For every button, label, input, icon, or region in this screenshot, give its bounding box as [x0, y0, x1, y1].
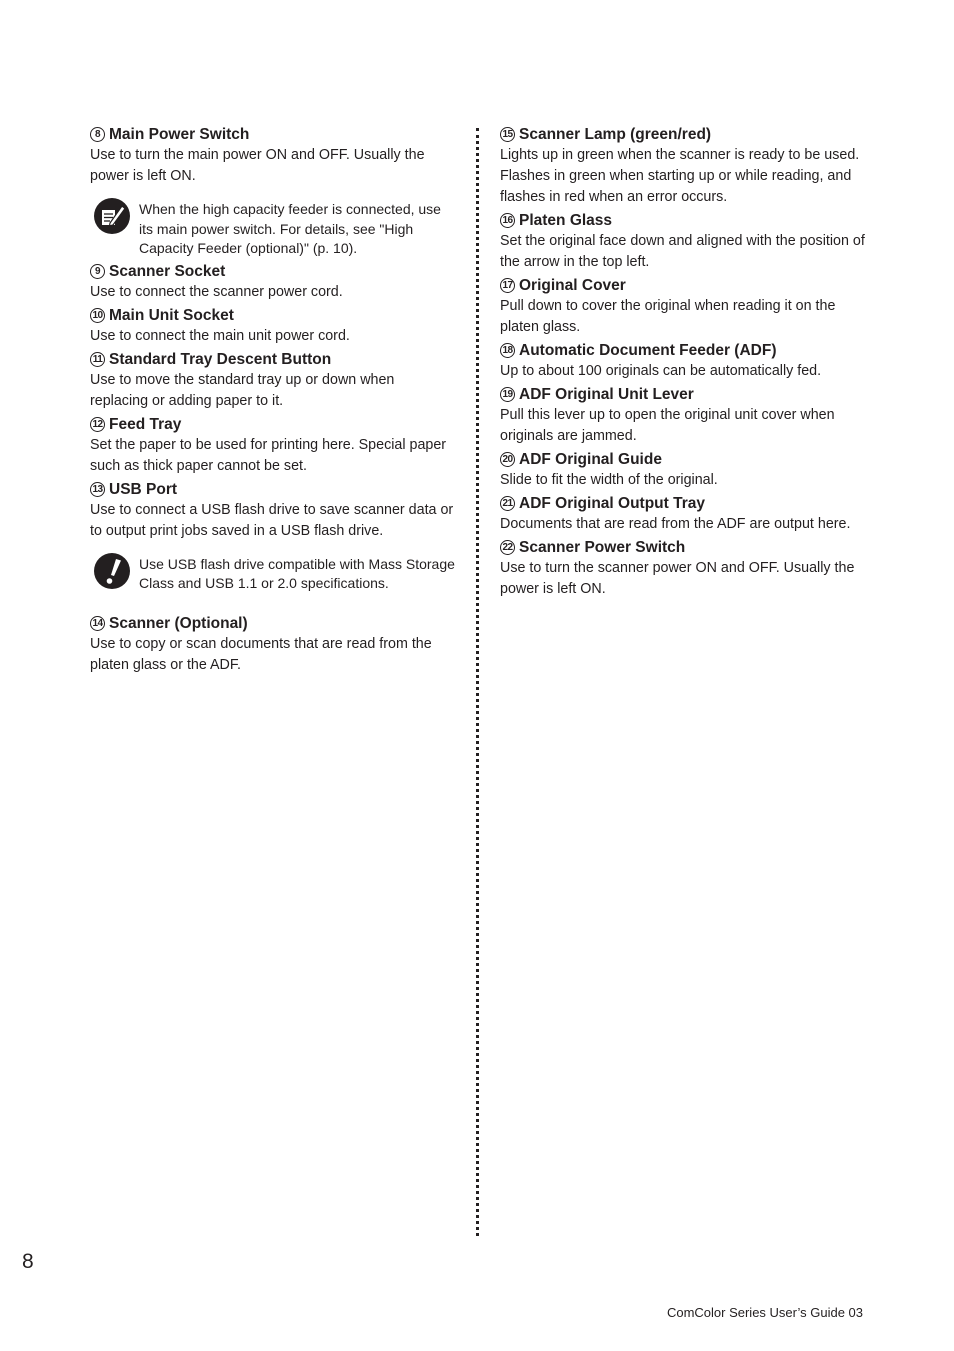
item-entry [500, 275, 865, 338]
item-title: Scanner (Optional) [109, 614, 248, 632]
item-title: Main Power Switch [109, 126, 250, 143]
item-description: Pull down to cover the original when reading it on the platen glass. [500, 298, 836, 335]
item-heading [500, 537, 865, 558]
item-number-badge: 9 [90, 264, 105, 279]
item-heading [500, 210, 865, 231]
item-title: USB Port [109, 480, 178, 498]
item-entry [90, 414, 455, 477]
item-title: ADF Original Guide [519, 451, 662, 468]
item-description: Use to connect the scanner power cord. [90, 283, 343, 300]
item-heading [90, 261, 455, 282]
item-description: Up to about 100 originals can be automatically fed. [500, 363, 822, 379]
item-number-badge: 17 [500, 278, 515, 293]
item-description: Lights up in green when the scanner is ready to be used. Flashes in green when starting up or while reading, and flashes in red when an error occurs. [500, 147, 860, 205]
item-entry [500, 449, 865, 491]
column-divider [476, 128, 479, 1236]
left-column [90, 124, 455, 678]
item-entry [90, 479, 455, 542]
item-heading [500, 493, 865, 514]
item-title: Feed Tray [109, 415, 182, 433]
item-number-badge: 22 [500, 540, 515, 555]
item-title: Main Unit Socket [109, 306, 234, 324]
item-entry [500, 124, 865, 208]
item-title: ADF Original Output Tray [519, 495, 706, 512]
item-number-badge: 11 [90, 352, 105, 367]
item-description: Use to turn the main power ON and OFF. Usually the power is left ON. [90, 147, 425, 184]
item-title: Platen Glass [519, 212, 613, 229]
item-entry [90, 124, 455, 187]
item-heading [90, 124, 455, 145]
note-text: When the high capacity feeder is connected, use its main power switch. For details, see "High Capacity Feeder (optional)" (p. 10). [139, 201, 441, 256]
item-heading [90, 414, 455, 435]
footer-title: ComColor Series User’s Guide 03 [666, 1305, 863, 1320]
item-entry [500, 210, 865, 273]
item-description: Use to connect the main unit power cord. [90, 327, 350, 344]
item-entry [90, 613, 455, 676]
item-number-badge: 8 [90, 127, 105, 142]
item-title: ADF Original Unit Lever [519, 386, 694, 403]
item-number-badge: 10 [90, 308, 105, 323]
item-number-badge: 16 [500, 213, 515, 228]
item-entry [500, 340, 865, 382]
item-description: Use to move the standard tray up or down when replacing or adding paper to it. [90, 371, 395, 409]
item-description: Use to turn the scanner power ON and OFF. Usually the power is left ON. [500, 560, 855, 597]
item-number-badge: 12 [90, 417, 105, 432]
item-heading [90, 349, 455, 370]
item-description: Documents that are read from the ADF are output here. [500, 516, 851, 532]
item-description: Use to connect a USB flash drive to save scanner data or to output print jobs saved in a USB flash drive. [90, 501, 454, 539]
item-description: Set the paper to be used for printing here. Special paper such as thick paper cannot be set. [90, 436, 447, 474]
item-title: Scanner Power Switch [519, 539, 686, 556]
item-entry [500, 493, 865, 535]
item-number-badge: 15 [500, 127, 515, 142]
item-title: Automatic Document Feeder (ADF) [519, 342, 777, 359]
item-number-badge: 14 [90, 616, 105, 631]
item-entry [500, 537, 865, 600]
item-entry [90, 261, 455, 303]
item-title: Scanner Socket [109, 262, 226, 280]
item-heading [500, 340, 865, 361]
item-entry [500, 384, 865, 447]
item-description: Pull this lever up to open the original unit cover when originals are jammed. [500, 407, 835, 444]
item-entry [90, 349, 455, 412]
item-number-badge: 20 [500, 452, 515, 467]
item-heading [500, 449, 865, 470]
item-title: Original Cover [519, 277, 626, 294]
pencil-memo-icon [93, 197, 131, 235]
item-number-badge: 19 [500, 387, 515, 402]
item-number-badge: 18 [500, 343, 515, 358]
item-heading [500, 275, 865, 296]
item-description: Use to copy or scan documents that are read from the platen glass or the ADF. [90, 635, 432, 673]
item-title: Standard Tray Descent Button [109, 350, 332, 368]
item-heading [90, 305, 455, 326]
item-description: Set the original face down and aligned with the position of the arrow in the top left. [500, 233, 865, 270]
note-box [90, 555, 455, 594]
item-heading [500, 384, 865, 405]
item-heading [90, 613, 455, 634]
item-number-badge: 21 [500, 496, 515, 511]
item-title: Scanner Lamp (green/red) [519, 126, 712, 143]
item-heading [500, 124, 865, 145]
page-number: 8 [22, 1250, 34, 1273]
exclamation-icon [93, 552, 131, 590]
item-heading [90, 479, 455, 500]
right-column [500, 124, 865, 602]
note-box [90, 200, 455, 259]
item-number-badge: 13 [90, 482, 105, 497]
note-text: Use USB flash drive compatible with Mass Storage Class and USB 1.1 or 2.0 specifications. [139, 555, 455, 591]
item-entry [90, 305, 455, 347]
item-description: Slide to fit the width of the original. [500, 472, 718, 488]
